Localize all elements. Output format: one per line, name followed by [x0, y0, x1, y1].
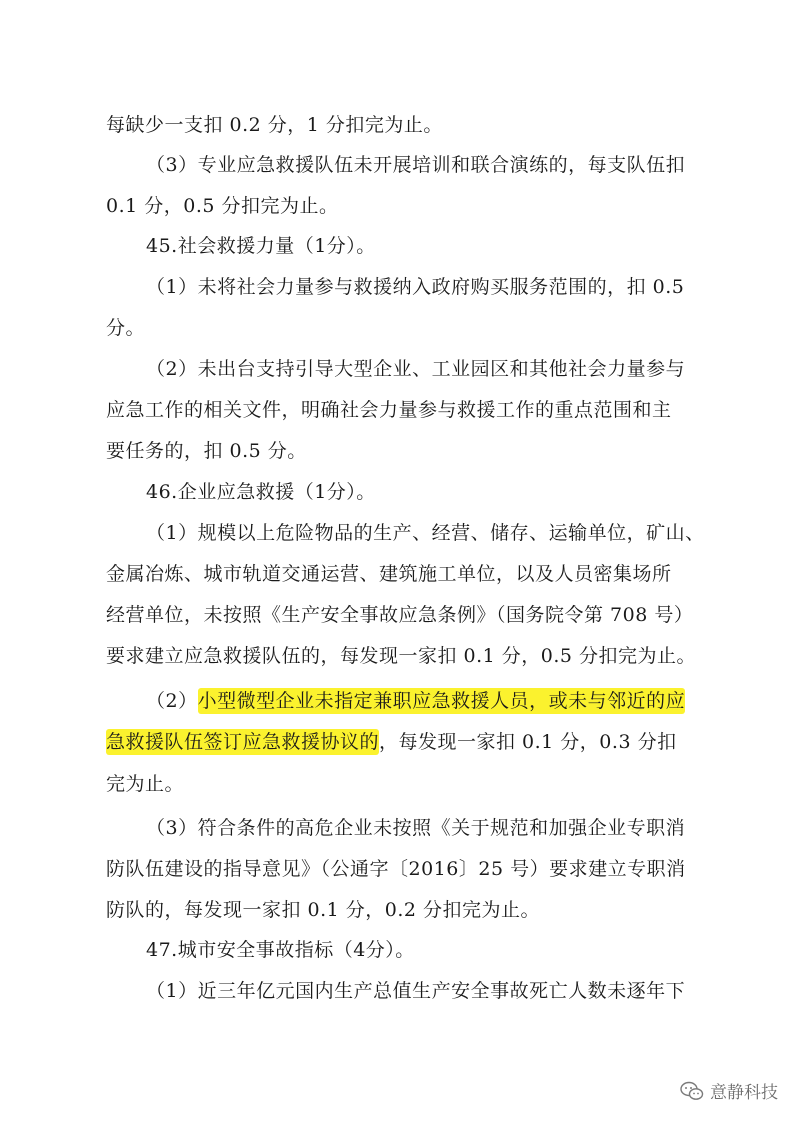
text-line: （1）规模以上危险物品的生产、经营、储存、运输单位，矿山、 [146, 522, 705, 544]
text-line: 要求建立应急救援队伍的，每发现一家扣 0.1 分，0.5 分扣完为止。 [106, 645, 697, 667]
section-heading-45: 45.社会救援力量（1分）。 [146, 235, 376, 257]
section-heading-47: 47.城市安全事故指标（4分）。 [146, 939, 415, 961]
item-number: （2） [146, 690, 198, 712]
section-heading-46: 46.企业应急救援（1分）。 [146, 481, 376, 503]
plain-text: ，每发现一家扣 0.1 分，0.3 分扣 [379, 731, 677, 753]
highlighted-text: 急救援队伍签订应急救援协议的 [106, 731, 380, 753]
text-line: 要任务的，扣 0.5 分。 [106, 440, 307, 462]
text-line: 每缺少一支扣 0.2 分，1 分扣完为止。 [106, 114, 443, 136]
text-line: 分。 [106, 317, 146, 339]
text-line: 完为止。 [106, 773, 185, 795]
text-line: 防队伍建设的指导意见》（公通字〔2016〕25 号）要求建立专职消 [106, 858, 686, 880]
text-line: （3）符合条件的高危企业未按照《关于规范和加强企业专职消 [146, 817, 686, 839]
text-line: 金属冶炼、城市轨道交通运营、建筑施工单位，以及人员密集场所 [106, 563, 672, 585]
text-line: （1）未将社会力量参与救援纳入政府购买服务范围的，扣 0.5 [146, 276, 685, 298]
watermark-text: 意静科技 [710, 1083, 778, 1103]
text-line: 防队的，每发现一家扣 0.1 分，0.2 分扣完为止。 [106, 899, 541, 921]
wechat-icon [680, 1081, 704, 1101]
text-line: 0.1 分，0.5 分扣完为止。 [106, 195, 339, 217]
text-line: （1）近三年亿元国内生产总值生产安全事故死亡人数未逐年下 [146, 980, 686, 1002]
text-line: （2）未出台支持引导大型企业、工业园区和其他社会力量参与 [146, 358, 686, 380]
watermark [680, 1078, 778, 1103]
text-line: （3）专业应急救援队伍未开展培训和联合演练的，每支队伍扣 [146, 154, 686, 176]
text-line-highlighted [146, 688, 696, 714]
text-line: 应急工作的相关文件，明确社会力量参与救援工作的重点范围和主 [106, 399, 672, 421]
highlighted-text: 小型微型企业未指定兼职应急救援人员，或未与邻近的应 [197, 690, 686, 712]
text-line: 经营单位，未按照《生产安全事故应急条例》（国务院令第 708 号） [106, 604, 694, 626]
text-line-highlighted [106, 729, 696, 755]
